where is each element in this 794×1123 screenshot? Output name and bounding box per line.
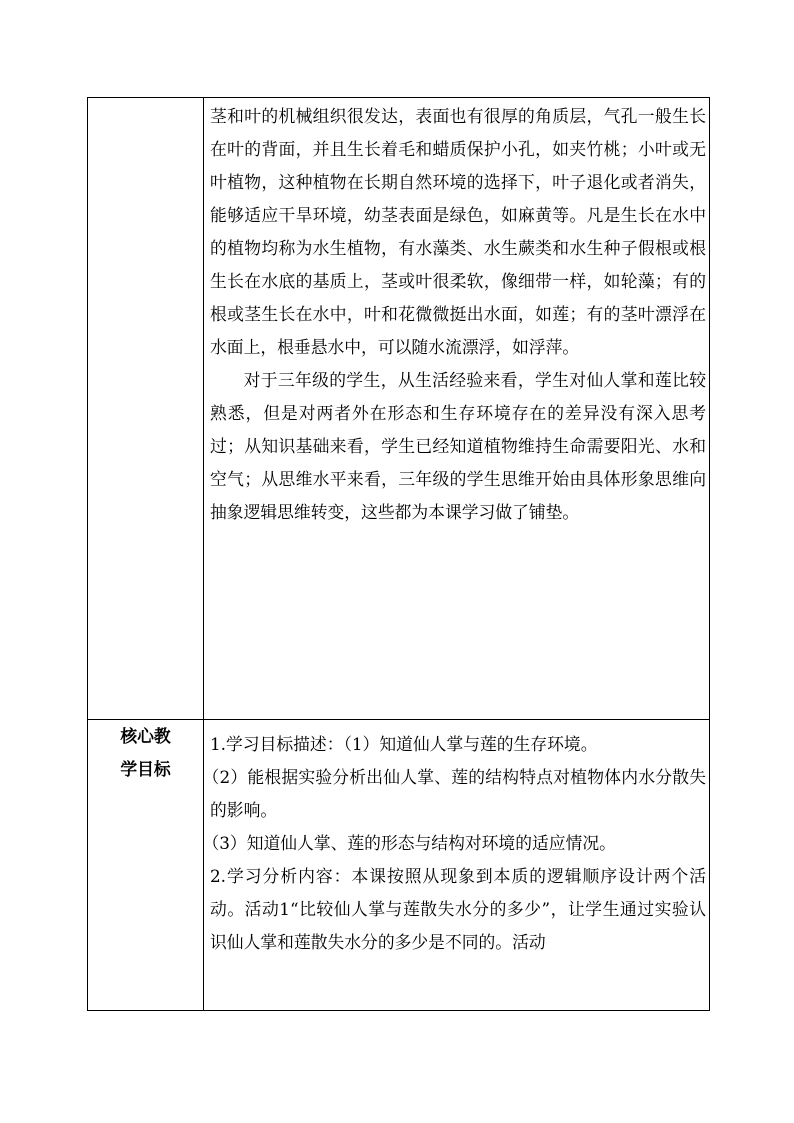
paragraph-plant-adaptation: 茎和叶的机械组织很发达，表面也有很厚的角质层，气孔一般生长在叶的背面，并且生长着毛和蜡质保护小孔，如夹竹桃；小叶或无叶植物，这种植物在长期自然环境的选择下，叶子退化或者消失，能够适应干旱环境，幼茎表面是绿色，如麻黄等。凡是生长在水中的植物均称为水生植物，有水藻类、水生蕨类和水生种子假根或根生长在水底的基质上，茎或叶很柔软，像细带一样，如轮藻；有的根或茎生长在水中，叶和花微微挺出水面，如莲；有的茎叶漂浮在水面上，根垂悬水中，可以随水流漂浮，如浮萍。 xyxy=(210,106,706,357)
row-label-cell xyxy=(88,98,204,720)
row-label-cell xyxy=(88,720,204,1011)
table-row xyxy=(88,720,710,1011)
lesson-plan-table xyxy=(87,97,710,1011)
row-content-cell xyxy=(204,98,710,720)
row-label: 核心教学目标 xyxy=(120,726,171,779)
row-content-cell xyxy=(204,720,710,1011)
table-row xyxy=(88,98,710,720)
objective-line-1: 1.学习目标描述：（1）知道仙人掌与莲的生存环境。 xyxy=(210,734,598,754)
objective-line-2: （2）能根据实验分析出仙人掌、莲的结构特点对植物体内水分散失的影响。 xyxy=(202,767,706,820)
objective-line-3: （3）知道仙人掌、莲的形态与结构对环境的适应情况。 xyxy=(202,833,616,853)
paragraph-student-analysis: 对于三年级的学生，从生活经验来看，学生对仙人掌和莲比较熟悉，但是对两者外在形态和生存环境存在的差异没有深入思考过；从知识基础来看，学生已经知道植物维持生命需要阳光、水和空气；从思维水平来看，三年级的学生思维开始由具体形象思维向抽象逻辑思维转变，这些都为本课学习做了铺垫。 xyxy=(210,370,706,522)
objective-line-4: 2.学习分析内容：本课按照从现象到本质的逻辑顺序设计两个活动。活动1“比较仙人掌与莲散失水分的多少”，让学生通过实验认识仙人掌和莲散失水分的多少是不同的。活动 xyxy=(210,866,706,952)
